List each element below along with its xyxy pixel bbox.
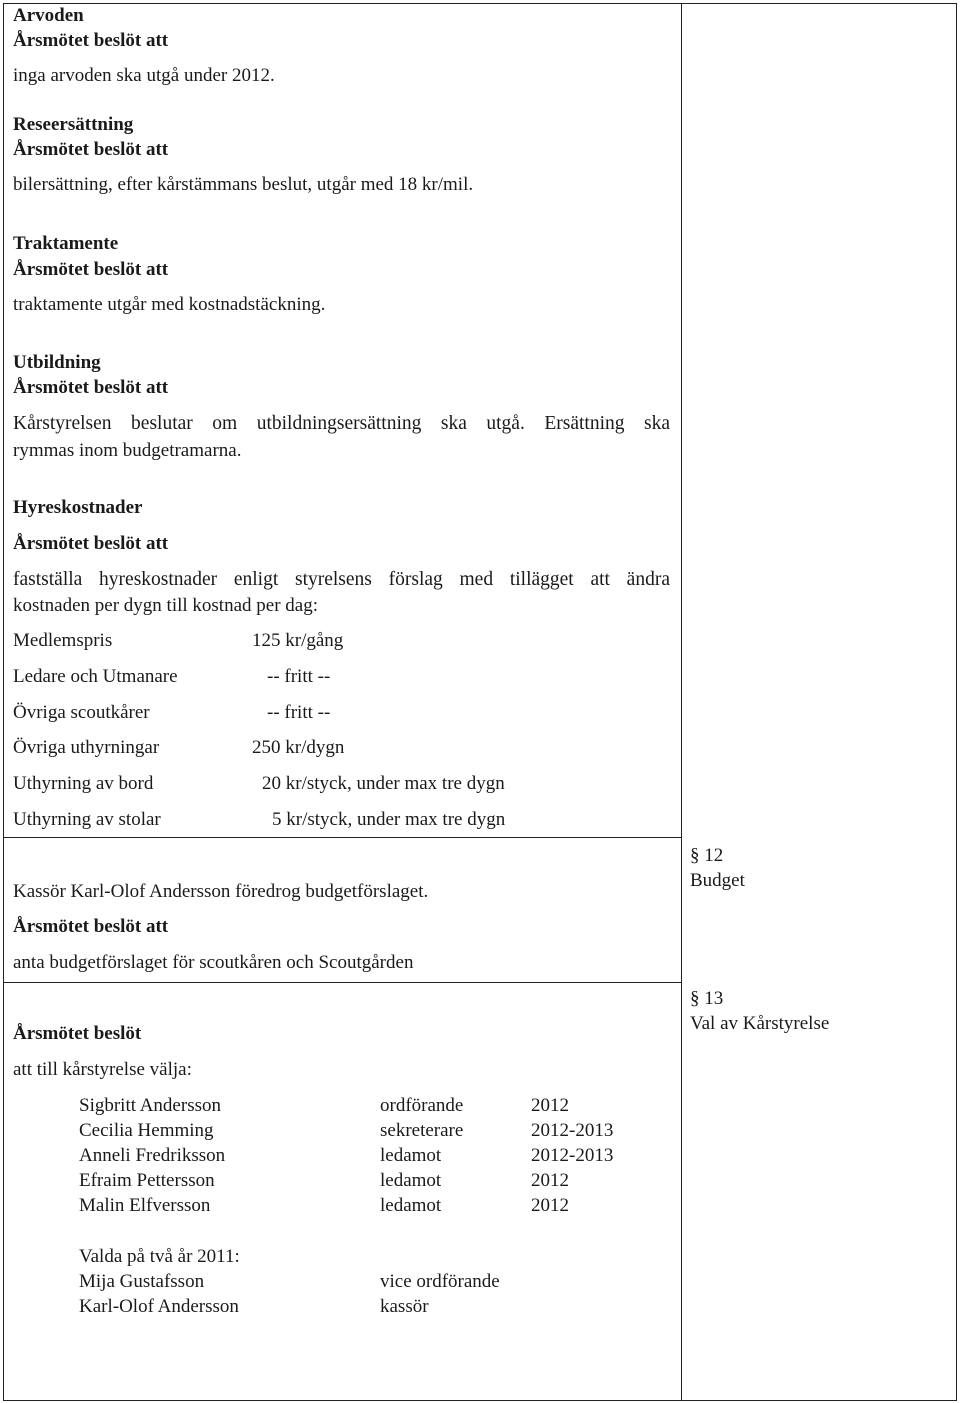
decision-arvoden: Årsmötet beslöt att [13, 30, 169, 51]
member-role: ledamot [380, 1195, 442, 1216]
text-hyreskostnader-line2: kostnaden per dygn till kostnad per dag: [13, 595, 318, 616]
price-value-ledare: -- fritt -- [267, 666, 331, 687]
text-utbildning-line1: Kårstyrelsen beslutar om utbildningsersättning ska utgå. Ersättning ska [13, 413, 670, 434]
text-reseersattning: bilersättning, efter kårstämmans beslut, utgår med 18 kr/mil. [13, 174, 474, 195]
price-value-bord: 20 kr/styck, under max tre dygn [262, 773, 505, 794]
price-value-ovriga-scoutkarer: -- fritt -- [267, 702, 331, 723]
member-role: sekreterare [380, 1120, 464, 1141]
text-utbildning-line2: rymmas inom budgetramarna. [13, 440, 242, 461]
price-label-ledare: Ledare och Utmanare [13, 666, 178, 687]
member-role: ledamot [380, 1145, 442, 1166]
member-role: ordförande [380, 1095, 464, 1116]
member-role: ledamot [380, 1170, 442, 1191]
member-name: Anneli Fredriksson [79, 1145, 226, 1166]
elected-role: vice ordförande [380, 1271, 500, 1292]
member-period: 2012 [531, 1195, 569, 1216]
text-styrelse: att till kårstyrelse välja: [13, 1059, 192, 1080]
heading-traktamente: Traktamente [13, 233, 119, 254]
price-value-ovriga-uthyrningar: 250 kr/dygn [252, 737, 345, 758]
member-name: Cecilia Hemming [79, 1120, 214, 1141]
section-number-13: § 13 [690, 988, 724, 1009]
text-hyreskostnader-line1: fastställa hyreskostnader enligt styrelsens förslag med tillägget att ändra [13, 569, 670, 590]
member-name: Malin Elfversson [79, 1195, 211, 1216]
price-label-ovriga-scoutkarer: Övriga scoutkårer [13, 702, 150, 723]
price-label-medlemspris: Medlemspris [13, 630, 113, 651]
text-budget: anta budgetförslaget för scoutkåren och Scoutgården [13, 952, 414, 973]
price-label-stolar: Uthyrning av stolar [13, 809, 161, 830]
heading-reseersattning: Reseersättning [13, 114, 134, 135]
margin-column [681, 3, 957, 1401]
heading-arvoden: Arvoden [13, 5, 84, 26]
elected-role: kassör [380, 1296, 429, 1317]
member-period: 2012 [531, 1095, 569, 1116]
member-period: 2012-2013 [531, 1120, 614, 1141]
decision-styrelse: Årsmötet beslöt [13, 1023, 142, 1044]
member-name: Efraim Pettersson [79, 1170, 215, 1191]
elected-label: Valda på två år 2011: [79, 1246, 240, 1267]
price-value-stolar: 5 kr/styck, under max tre dygn [272, 809, 506, 830]
elected-name: Karl-Olof Andersson [79, 1296, 239, 1317]
text-traktamente: traktamente utgår med kostnadstäckning. [13, 294, 326, 315]
text-arvoden: inga arvoden ska utgå under 2012. [13, 65, 275, 86]
section-number-12: § 12 [690, 845, 724, 866]
decision-traktamente: Årsmötet beslöt att [13, 259, 169, 280]
price-label-bord: Uthyrning av bord [13, 773, 154, 794]
heading-hyreskostnader: Hyreskostnader [13, 497, 143, 518]
decision-reseersattning: Årsmötet beslöt att [13, 139, 169, 160]
decision-hyreskostnader: Årsmötet beslöt att [13, 533, 169, 554]
budget-intro: Kassör Karl-Olof Andersson föredrog budgetförslaget. [13, 881, 429, 902]
heading-utbildning: Utbildning [13, 352, 101, 373]
section-title-styrelse: Val av Kårstyrelse [690, 1013, 830, 1034]
decision-budget: Årsmötet beslöt att [13, 916, 169, 937]
decision-utbildning: Årsmötet beslöt att [13, 377, 169, 398]
price-label-ovriga-uthyrningar: Övriga uthyrningar [13, 737, 160, 758]
elected-name: Mija Gustafsson [79, 1271, 205, 1292]
member-period: 2012-2013 [531, 1145, 614, 1166]
price-value-medlemspris: 125 kr/gång [252, 630, 344, 651]
member-name: Sigbritt Andersson [79, 1095, 221, 1116]
member-period: 2012 [531, 1170, 569, 1191]
section-title-budget: Budget [690, 870, 745, 891]
